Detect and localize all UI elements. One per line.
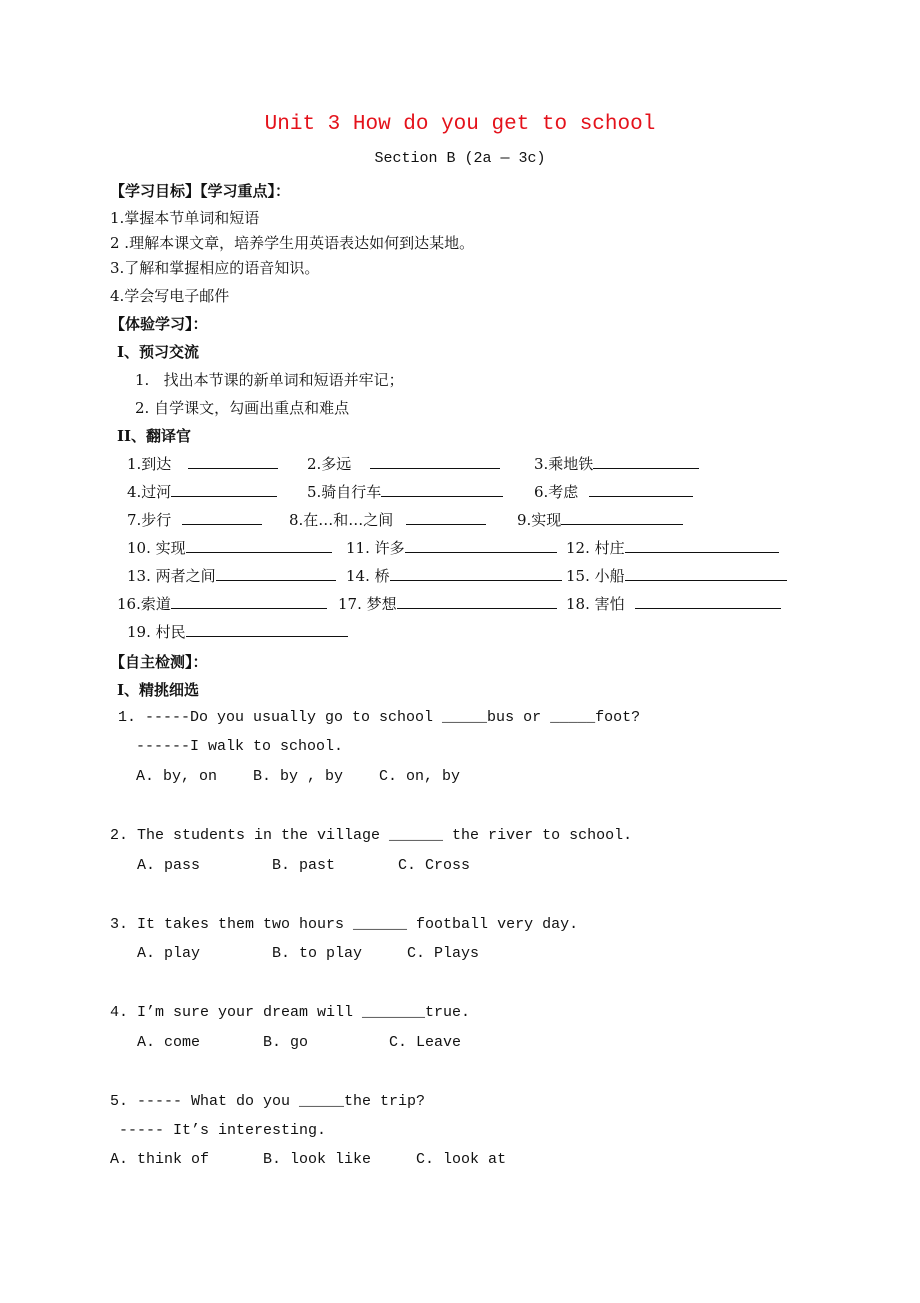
question-options: A. play B. to play C. Plays xyxy=(110,945,480,962)
answer-blank[interactable] xyxy=(589,482,693,497)
translate-heading: II、翻译官 xyxy=(117,427,192,445)
translate-item: 6.考虑 xyxy=(534,481,693,502)
question-options: A. think of B. look like C. look at xyxy=(110,1151,507,1168)
answer-blank[interactable] xyxy=(593,454,699,469)
question-line: ------I walk to school. xyxy=(118,738,344,755)
translate-item: 11. 许多 xyxy=(346,537,557,558)
answer-blank[interactable] xyxy=(405,538,557,553)
question-options: A. come B. go C. Leave xyxy=(110,1034,462,1051)
answer-blank[interactable] xyxy=(182,510,262,525)
answer-blank[interactable] xyxy=(390,566,562,581)
translate-item: 5.骑自行车 xyxy=(307,481,503,502)
document-subtitle: Section B (2a — 3c) xyxy=(374,150,546,167)
translate-item: 8.在…和…之间 xyxy=(289,509,486,530)
answer-blank[interactable] xyxy=(397,594,557,609)
translate-item: 9.实现 xyxy=(517,509,683,530)
answer-blank[interactable] xyxy=(381,482,503,497)
translate-item: 12. 村庄 xyxy=(566,537,779,558)
question-options: A. by, on B. by , by C. on, by xyxy=(118,768,461,785)
answer-blank[interactable] xyxy=(561,510,683,525)
answer-blank[interactable] xyxy=(216,566,336,581)
preview-heading: I、预习交流 xyxy=(117,343,200,361)
question-options: A. pass B. past C. Cross xyxy=(110,857,471,874)
preview-item: 1. 找出本节课的新单词和短语并牢记； xyxy=(135,371,404,389)
translate-item: 2.多远 xyxy=(307,453,500,474)
question-line: 4. I’m sure your dream will _______true. xyxy=(110,1004,471,1021)
translate-item: 14. 桥 xyxy=(346,565,562,586)
answer-blank[interactable] xyxy=(625,566,787,581)
question-line: 1. -----Do you usually go to school _____bus or _____foot? xyxy=(118,709,641,726)
translate-item: 16.索道 xyxy=(117,593,327,614)
translate-item: 10. 实现 xyxy=(127,537,332,558)
answer-blank[interactable] xyxy=(625,538,779,553)
preview-item: 2. 自学课文，勾画出重点和难点 xyxy=(135,399,350,417)
translate-item: 3.乘地铁 xyxy=(534,453,699,474)
goal-item: 4.学会写电子邮件 xyxy=(110,287,230,305)
answer-blank[interactable] xyxy=(370,454,500,469)
answer-blank[interactable] xyxy=(171,482,277,497)
translate-item: 4.过河 xyxy=(127,481,277,502)
goals-heading: 【学习目标】【学习重点】： xyxy=(110,182,291,200)
question-line: 5. ----- What do you _____the trip? xyxy=(110,1093,426,1110)
translate-item: 15. 小船 xyxy=(566,565,787,586)
self-check-heading: 【自主检测】： xyxy=(110,653,208,671)
translate-item: 18. 害怕 xyxy=(566,593,781,614)
answer-blank[interactable] xyxy=(406,510,486,525)
question-line: 2. The students in the village ______ the river to school. xyxy=(110,827,633,844)
answer-blank[interactable] xyxy=(635,594,781,609)
answer-blank[interactable] xyxy=(186,538,332,553)
translate-item: 13. 两者之间 xyxy=(127,565,336,586)
question-line: ----- It’s interesting. xyxy=(110,1122,327,1139)
document-title: Unit 3 How do you get to school xyxy=(264,113,656,136)
goal-item: 2 .理解本课文章，培养学生用英语表达如何到达某地。 xyxy=(110,234,475,252)
question-line: 3. It takes them two hours ______ football very day. xyxy=(110,916,579,933)
translate-item: 19. 村民 xyxy=(127,621,348,642)
translate-item: 7.步行 xyxy=(127,509,262,530)
translate-item: 17. 梦想 xyxy=(338,593,557,614)
answer-blank[interactable] xyxy=(171,594,327,609)
goal-item: 1.掌握本节单词和短语 xyxy=(110,209,260,227)
answer-blank[interactable] xyxy=(186,622,348,637)
goal-item: 3.了解和掌握相应的语音知识。 xyxy=(110,259,320,277)
multiple-choice-heading: I、精挑细选 xyxy=(117,681,200,699)
experience-heading: 【体验学习】： xyxy=(110,315,208,333)
answer-blank[interactable] xyxy=(188,454,278,469)
translate-item: 1.到达 xyxy=(127,453,278,474)
